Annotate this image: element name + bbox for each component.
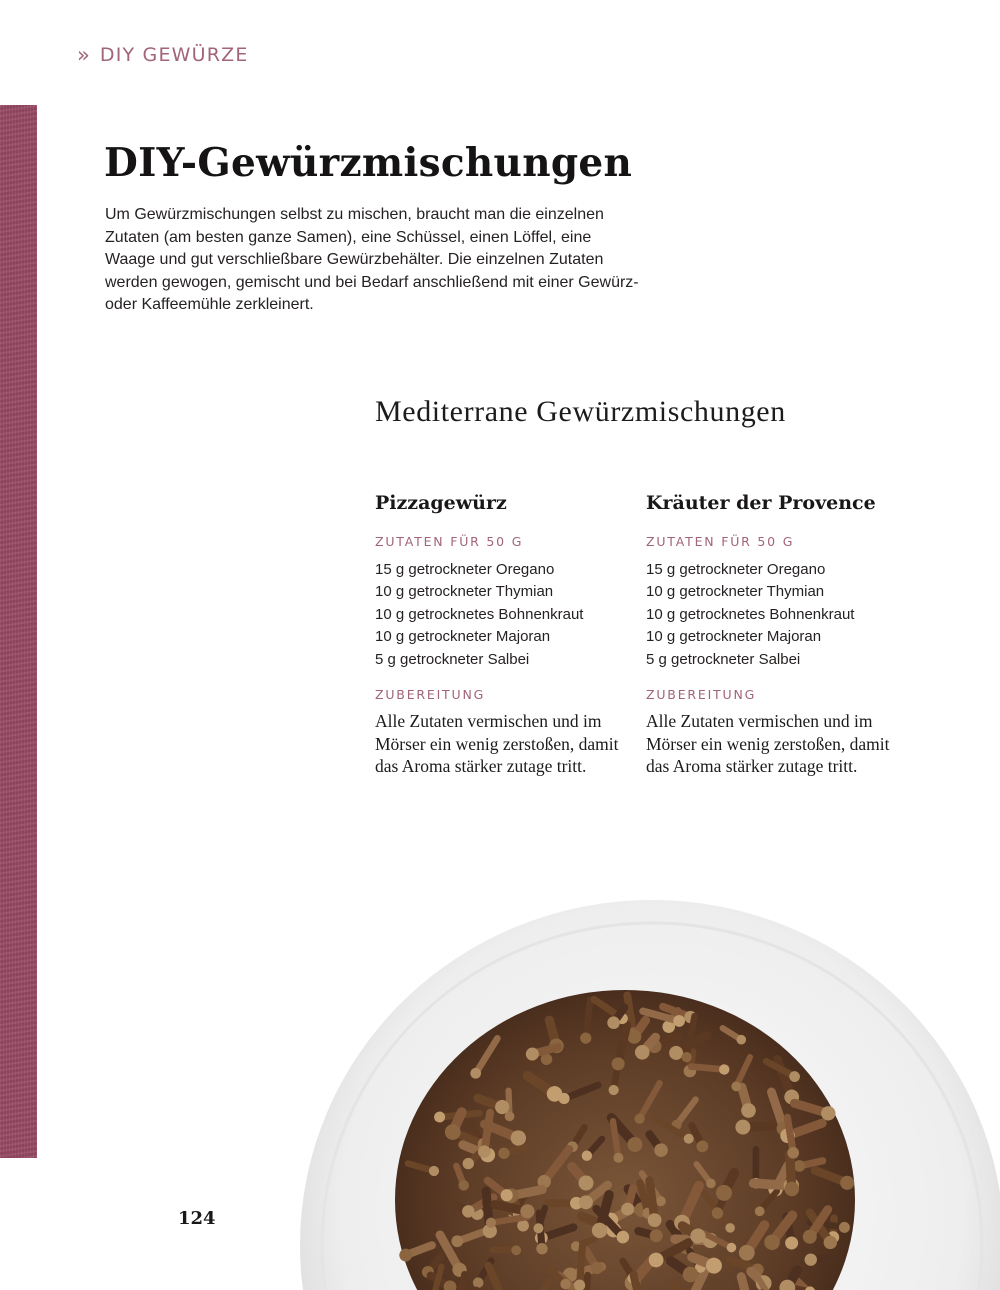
ingredient-item: 10 g getrocknetes Bohnenkraut bbox=[646, 605, 855, 623]
preparation-label: ZUBEREITUNG bbox=[646, 687, 757, 703]
recipe-kraeuter-der-provence bbox=[646, 488, 926, 778]
ingredients-list bbox=[375, 559, 640, 671]
intro-paragraph: Um Gewürzmischungen selbst zu mischen, braucht man die einzelnen Zutaten (am besten ganze Samen), eine Schüssel, einen Löffel, eine Waage und gut verschließbare Gewürzbehälter. Die einzelnen Zutaten werden gewogen, gemischt und bei Bedarf anschließend mit einer Gewürz- oder Kaffeemühle zerkleinert. bbox=[105, 206, 639, 314]
side-color-band bbox=[0, 105, 37, 1158]
preparation-text: Alle Zutaten vermischen und im Mörser ein wenig zerstoßen, damit das Aroma stärker zutage tritt. bbox=[375, 711, 619, 777]
recipe-title: Pizzagewürz bbox=[375, 492, 507, 514]
ingredient-item: 10 g getrocknetes Bohnenkraut bbox=[375, 605, 584, 623]
ingredient-item: 15 g getrockneter Oregano bbox=[646, 561, 826, 578]
ingredients-label: ZUTATEN FÜR 50 G bbox=[646, 534, 795, 549]
ingredient-item: 5 g getrockneter Salbei bbox=[375, 650, 530, 668]
ingredient-item: 10 g getrockneter Majoran bbox=[646, 628, 822, 646]
recipe-pizzagewuerz bbox=[375, 488, 640, 778]
section-tag bbox=[77, 44, 249, 66]
section-label: DIY GEWÜRZE bbox=[99, 44, 249, 66]
cloves-bowl-photo bbox=[280, 890, 1000, 1290]
ingredients-label: ZUTATEN FÜR 50 G bbox=[375, 534, 524, 549]
cloves-bowl-illustration bbox=[280, 890, 1000, 1290]
ingredients-list bbox=[646, 559, 926, 671]
preparation-label: ZUBEREITUNG bbox=[375, 687, 486, 703]
ingredient-item: 10 g getrockneter Thymian bbox=[646, 583, 825, 601]
subsection-title: Mediterrane Gewürzmischungen bbox=[375, 395, 786, 428]
ingredient-item: 15 g getrockneter Oregano bbox=[375, 561, 555, 578]
double-chevron-icon: » bbox=[77, 42, 90, 67]
recipe-title: Kräuter der Provence bbox=[646, 492, 876, 514]
preparation-text: Alle Zutaten vermischen und im Mörser ein wenig zerstoßen, damit das Aroma stärker zutage tritt. bbox=[646, 711, 890, 777]
ingredient-item: 10 g getrockneter Majoran bbox=[375, 628, 551, 646]
ingredient-item: 10 g getrockneter Thymian bbox=[375, 583, 554, 601]
ingredient-item: 5 g getrockneter Salbei bbox=[646, 650, 801, 668]
page-number: 124 bbox=[178, 1208, 216, 1229]
page-title: DIY-Gewürzmischungen bbox=[104, 140, 633, 186]
